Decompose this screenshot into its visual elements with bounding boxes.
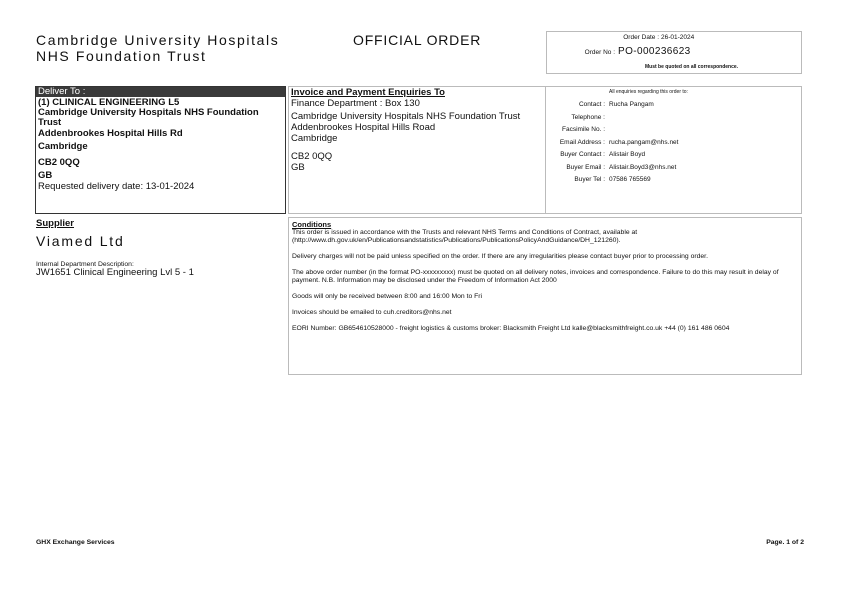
- buyer-contact-label: Buyer Contact :: [560, 151, 605, 158]
- condition-paragraph: Invoices should be emailed to cuh.creditors@nhs.net: [292, 309, 452, 316]
- contact-value: Rucha Pangam: [609, 101, 654, 108]
- facsimile-label: Facsimile No. :: [562, 126, 605, 133]
- invoice-postcode: CB2 0QQ: [291, 151, 333, 162]
- quote-note: Must be quoted on all correspondence.: [645, 64, 739, 70]
- buyer-email-label: Buyer Email :: [566, 164, 605, 171]
- order-info-box: [546, 31, 802, 74]
- invoice-divider: [545, 86, 546, 214]
- buyer-tel-label: Buyer Tel :: [574, 176, 605, 183]
- conditions-box: [288, 217, 802, 375]
- supplier-name: Viamed Ltd: [36, 233, 125, 249]
- document-title: OFFICIAL ORDER: [353, 32, 482, 48]
- supplier-heading: Supplier: [36, 218, 75, 229]
- email-label: Email Address :: [559, 139, 605, 146]
- invoice-line: Addenbrookes Hospital Hills Road: [291, 122, 436, 133]
- deliver-line: Cambridge: [38, 141, 88, 152]
- deliver-to-heading: Deliver To :: [36, 87, 285, 97]
- buyer-contact-value: Alistair Boyd: [609, 151, 646, 158]
- organisation-name-line2: NHS Foundation Trust: [36, 48, 207, 64]
- condition-paragraph: Goods will only be received between 8:00 and 16:00 Mon to Fri: [292, 293, 483, 300]
- invoice-country: GB: [291, 162, 305, 173]
- buyer-email-value: Alistair.Boyd3@nhs.net: [609, 164, 677, 171]
- contact-label: Contact :: [578, 101, 605, 108]
- email-value: rucha.pangam@nhs.net: [609, 139, 679, 146]
- invoice-line: Cambridge University Hospitals NHS Foundation Trust: [291, 111, 521, 122]
- order-date-value: 26-01-2024: [661, 34, 695, 41]
- order-number-value: PO-000236623: [618, 46, 691, 57]
- telephone-label: Telephone :: [571, 114, 605, 121]
- deliver-to-box: [35, 86, 286, 214]
- buyer-tel-value: 07586 765569: [609, 176, 651, 183]
- contacts-heading: All enquiries regarding this order to:: [609, 89, 688, 95]
- footer-left: GHX Exchange Services: [36, 539, 115, 546]
- dept-description-value: JW1651 Clinical Engineering Lvl 5 - 1: [36, 267, 194, 278]
- deliver-line: Cambridge University Hospitals NHS Foundation: [38, 107, 259, 118]
- order-date-label: Order Date :: [623, 34, 659, 41]
- deliver-line: Addenbrookes Hospital Hills Rd: [38, 128, 183, 139]
- invoice-line: Finance Department : Box 130: [291, 98, 420, 109]
- footer-page-number: Page. 1 of 2: [766, 539, 804, 546]
- invoice-heading: Invoice and Payment Enquiries To: [291, 87, 445, 98]
- dept-description-label: Internal Department Description:: [36, 261, 134, 268]
- organisation-name-line1: Cambridge University Hospitals: [36, 32, 280, 48]
- deliver-line: (1) CLINICAL ENGINEERING L5: [38, 97, 180, 108]
- deliver-line: Trust: [38, 117, 62, 128]
- requested-delivery-date: Requested delivery date: 13-01-2024: [38, 181, 195, 192]
- order-number-label: Order No :: [584, 49, 615, 56]
- conditions-heading: Conditions: [292, 220, 332, 229]
- condition-paragraph: EORI Number: GB654610528000 - freight logistics & customs broker: Blacksmith Freight Ltd kalle@blacksmithfreight.co.uk +44 (0) 161 486 0604: [292, 325, 730, 332]
- invoice-line: Cambridge: [291, 133, 338, 144]
- condition-paragraph: Delivery charges will not be paid unless specified on the order. If there are any irregularities please contact buyer prior to processing order.: [292, 253, 708, 260]
- invoice-box: [288, 86, 802, 214]
- deliver-postcode: CB2 0QQ: [38, 157, 80, 168]
- condition-paragraph: This order is issued in accordance with the Trusts and relevant NHS Terms and Conditions of Contract, available at (http://www.dh.gov.uk/en/Publicationsandstatistics/Publications/PublicationsPolicyAndGuidance/DH_121260).: [292, 229, 638, 244]
- condition-paragraph: The above order number (in the format PO-xxxxxxxxx) must be quoted on all delivery notes, invoices and correspondence. Failure to do this may result in delay of payment. N.B. Information may be disclosed under the Freedom of Information Act 2000: [292, 269, 779, 284]
- deliver-country: GB: [38, 170, 53, 181]
